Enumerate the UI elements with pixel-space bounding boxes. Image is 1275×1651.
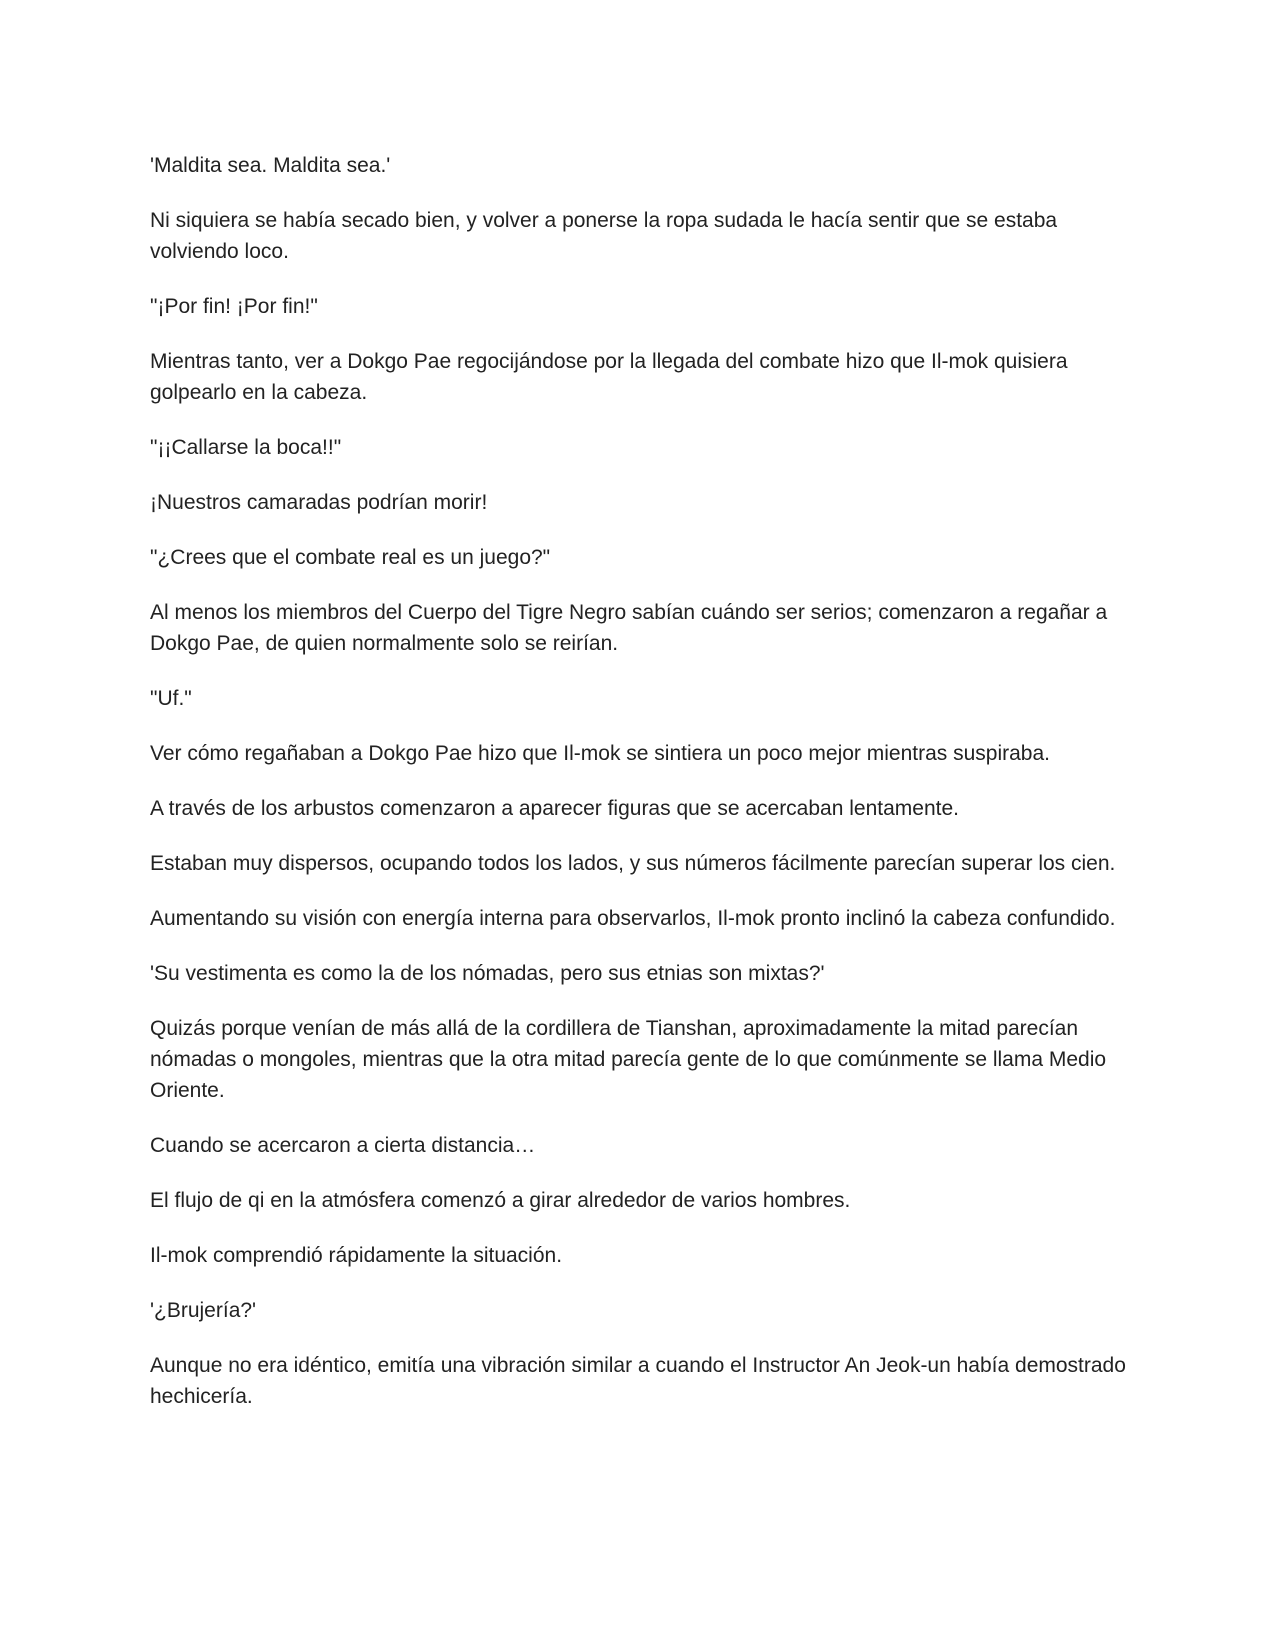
paragraph: El flujo de qi en la atmósfera comenzó a girar alrededor de varios hombres.: [150, 1189, 851, 1212]
paragraph: Cuando se acercaron a cierta distancia…: [150, 1134, 536, 1157]
paragraph: Mientras tanto, ver a Dokgo Pae regocijándose por la llegada del combate hizo que Il-mok quisiera golpearlo en la cabeza.: [150, 350, 1068, 404]
paragraph: 'Maldita sea. Maldita sea.': [150, 154, 391, 177]
paragraph: Al menos los miembros del Cuerpo del Tigre Negro sabían cuándo ser serios; comenzaron a regañar a Dokgo Pae, de quien normalmente solo se reirían.: [150, 601, 1108, 655]
paragraph: Aumentando su visión con energía interna para observarlos, Il-mok pronto inclinó la cabeza confundido.: [150, 907, 1116, 930]
paragraph: "¡¡Callarse la boca!!": [150, 436, 342, 459]
paragraph: Aunque no era idéntico, emitía una vibración similar a cuando el Instructor An Jeok-un había demostrado hechicería.: [150, 1354, 1126, 1408]
paragraph: Ver cómo regañaban a Dokgo Pae hizo que Il-mok se sintiera un poco mejor mientras suspiraba.: [150, 742, 1050, 765]
paragraph: Quizás porque venían de más allá de la cordillera de Tianshan, aproximadamente la mitad parecían nómadas o mongoles, mientras que la otra mitad parecía gente de lo que comúnmente se llama Medio Oriente.: [150, 1017, 1107, 1102]
paragraph: 'Su vestimenta es como la de los nómadas, pero sus etnias son mixtas?': [150, 962, 825, 985]
paragraph: "¿Crees que el combate real es un juego?": [150, 546, 551, 569]
paragraph: "Uf.": [150, 687, 192, 710]
paragraph: Ni siquiera se había secado bien, y volver a ponerse la ropa sudada le hacía sentir que se estaba volviendo loco.: [150, 209, 1058, 263]
paragraph: ¡Nuestros camaradas podrían morir!: [150, 491, 488, 514]
paragraph: "¡Por fin! ¡Por fin!": [150, 295, 318, 318]
paragraph: A través de los arbustos comenzaron a aparecer figuras que se acercaban lentamente.: [150, 797, 959, 820]
paragraph: Estaban muy dispersos, ocupando todos los lados, y sus números fácilmente parecían superar los cien.: [150, 852, 1116, 875]
paragraph: '¿Brujería?': [150, 1299, 257, 1322]
document-body: [150, 150, 1130, 1436]
paragraph: Il-mok comprendió rápidamente la situación.: [150, 1244, 563, 1267]
